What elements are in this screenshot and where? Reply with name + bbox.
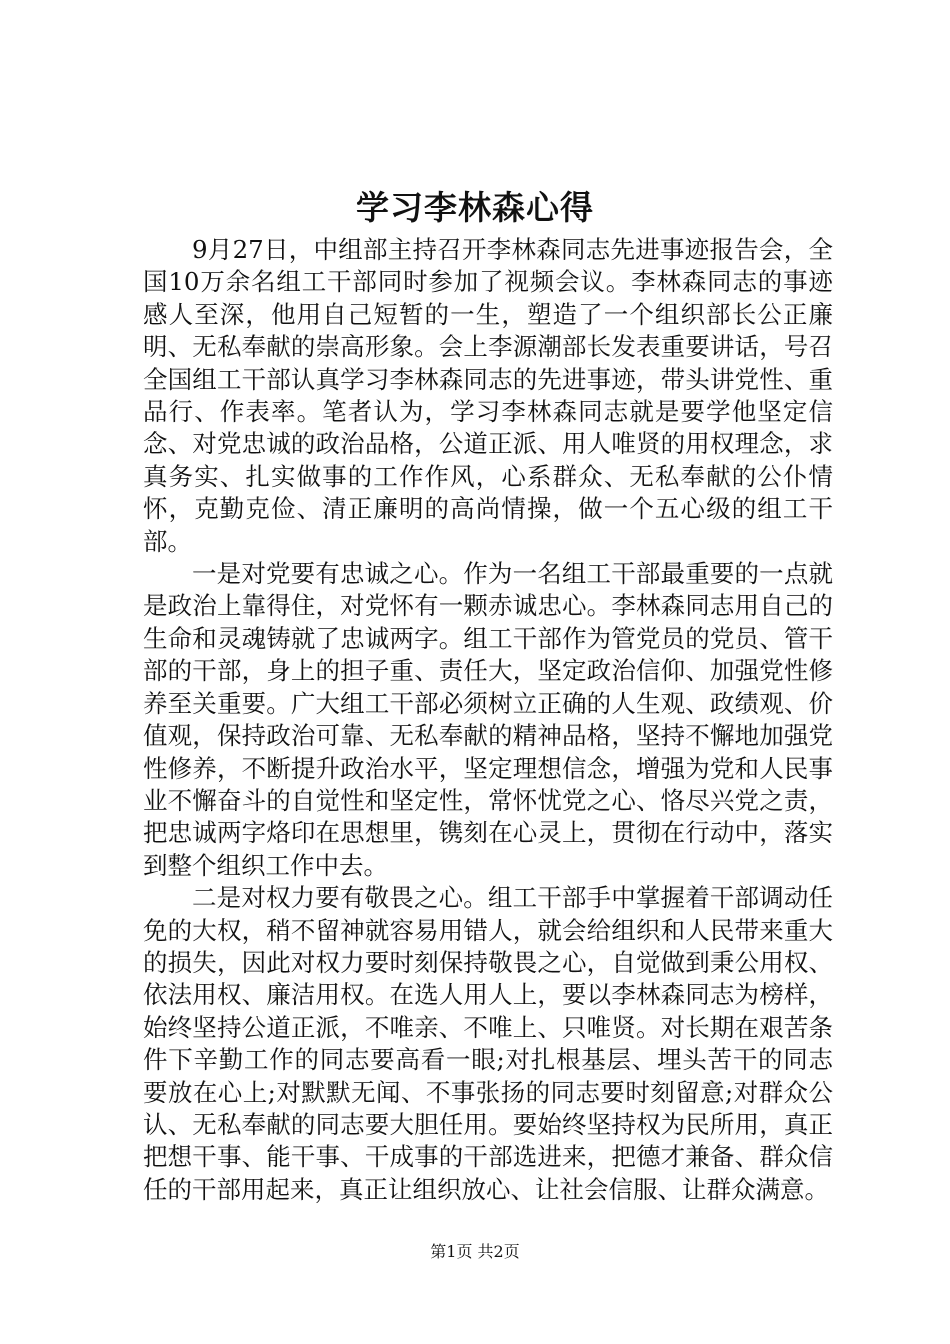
- paragraph-power: 二是对权力要有敬畏之心。组工干部手中掌握着干部调动任免的大权，稍不留神就容易用错人，就会给组织和人民带来重大的损失，因此对权力要时刻保持敬畏之心，自觉做到秉公用权、依法用权、廉洁用权。在选人用人上，要以李林森同志为榜样，始终坚持公道正派，不唯亲、不唯上、只唯贤。对长期在艰苦条件下辛勤工作的同志要高看一眼;对扎根基层、埋头苦干的同志要放在心上;对默默无闻、不事张扬的同志要时刻留意;对群众公认、无私奉献的同志要大胆任用。要始终坚持权为民所用，真正把想干事、能干事、干成事的干部选进来，把德才兼备、群众信任的干部用起来，真正让组织放心、让社会信服、让群众满意。: [143, 883, 833, 1204]
- page-number-footer: 第1页 共2页: [430, 1242, 520, 1261]
- document-body: [143, 234, 833, 1206]
- paragraph-loyalty: 一是对党要有忠诚之心。作为一名组工干部最重要的一点就是政治上靠得住，对党怀有一颗赤诚忠心。李林森同志用自己的生命和灵魂铸就了忠诚两字。组工干部作为管党员的党员、管干部的干部，身上的担子重、责任大，坚定政治信仰、加强党性修养至关重要。广大组工干部必须树立正确的人生观、政绩观、价值观，保持政治可靠、无私奉献的精神品格，坚持不懈地加强党性修养，不断提升政治水平，坚定理想信念，增强为党和人民事业不懈奋斗的自觉性和坚定性，常怀忧党之心、恪尽兴党之责，把忠诚两字烙印在思想里，镌刻在心灵上，贯彻在行动中，落实到整个组织工作中去。: [143, 559, 833, 880]
- document-title: 学习李林森心得: [356, 188, 594, 227]
- paragraph-intro: 9月27日，中组部主持召开李林森同志先进事迹报告会，全国10万余名组工干部同时参加了视频会议。李林森同志的事迹感人至深，他用自己短暂的一生，塑造了一个组织部长公正廉明、无私奉献的崇高形象。会上李源潮部长发表重要讲话，号召全国组工干部认真学习李林森同志的先进事迹，带头讲党性、重品行、作表率。笔者认为，学习李林森同志就是要学他坚定信念、对党忠诚的政治品格，公道正派、用人唯贤的用权理念，求真务实、扎实做事的工作作风，心系群众、无私奉献的公仆情怀，克勤克俭、清正廉明的高尚情操，做一个五心级的组工干部。: [143, 235, 833, 556]
